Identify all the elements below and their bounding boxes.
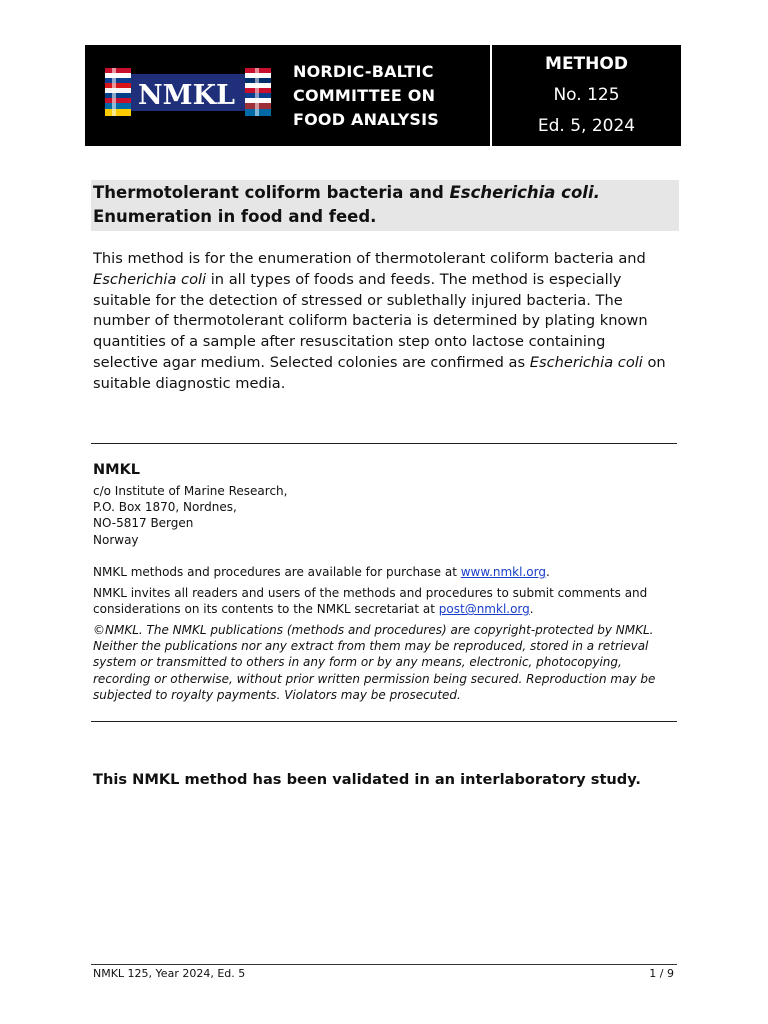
invite-end: . — [529, 602, 534, 617]
invite-notice — [93, 585, 677, 617]
address-line-4: Norway — [93, 532, 139, 547]
method-label: METHOD — [545, 54, 628, 74]
address-line-2: P.O. Box 1870, Nordnes, — [93, 500, 237, 515]
document-title — [91, 180, 679, 231]
address-line-1: c/o Institute of Marine Research, — [93, 484, 288, 498]
intro-text-2: in all types of foods and feeds. The method is especially suitable for the detection of stressed or sublethally injured bacteria. The number of thermotolerant coliform bacteria is determined by plating known quantities of a sample after resuscitation step onto lactose containing selective agar medium. Selected colonies are confirmed as — [93, 270, 648, 371]
intro-text-3: on suitable diagnostic media. — [93, 353, 666, 392]
committee-name — [293, 60, 439, 132]
divider-top — [91, 443, 677, 444]
method-number: No. 125 — [553, 85, 620, 105]
email-link[interactable]: post@nmkl.org — [438, 602, 530, 617]
nmkl-logo — [105, 68, 271, 116]
contact-name: NMKL — [93, 462, 141, 478]
intro-text-1: This method is for the enumeration of thermotolerant coliform bacteria and — [93, 250, 646, 267]
flag-stripes-right — [245, 68, 271, 116]
address-line-3: NO-5817 Bergen — [93, 516, 194, 531]
footer-divider — [91, 964, 677, 965]
contact-address — [93, 483, 287, 548]
intro-paragraph — [93, 249, 675, 395]
committee-line-1: NORDIC-BALTIC — [293, 62, 434, 81]
purchase-end: . — [545, 565, 550, 579]
intro-species-2: Escherichia coli — [529, 353, 643, 371]
page-number: 1 / 9 — [649, 967, 674, 980]
footer-reference: NMKL 125, Year 2024, Ed. 5 — [93, 967, 246, 980]
validation-statement: This NMKL method has been validated in an interlaboratory study. — [93, 771, 641, 788]
logo-text: NMKL — [138, 80, 236, 111]
intro-species-1: Escherichia coli — [93, 270, 207, 288]
title-part-1: Thermotolerant coliform bacteria and — [93, 183, 450, 202]
header-left-panel — [85, 45, 492, 146]
header-banner — [85, 45, 681, 146]
title-species: Escherichia coli. — [449, 183, 600, 202]
committee-line-2: COMMITTEE ON — [293, 86, 436, 105]
flag-stripes-left — [105, 68, 131, 116]
divider-bottom — [91, 721, 677, 722]
method-info — [492, 45, 681, 146]
committee-line-3: FOOD ANALYSIS — [293, 110, 440, 129]
invite-text: NMKL invites all readers and users of the methods and procedures to submit comments and considerations on its contents to the NMKL secretariat at — [93, 586, 648, 617]
website-link[interactable]: www.nmkl.org — [460, 565, 546, 579]
purchase-notice — [93, 564, 677, 580]
purchase-text: NMKL methods and procedures are available for purchase at — [93, 565, 461, 579]
title-part-2: Enumeration in food and feed. — [93, 207, 377, 226]
copyright-notice: ©NMKL. The NMKL publications (methods and procedures) are copyright-protected by NMKL. Neither the publications nor any extract from them may be reproduced, stored in a retrieval system or transmitted to others in any form or by any means, electronic, photocopying, recording or otherwise, without prior written permission being secured. Reproduction may be subjected to royalty payments. Violators may be prosecuted. — [93, 623, 656, 702]
method-edition: Ed. 5, 2024 — [537, 116, 636, 136]
